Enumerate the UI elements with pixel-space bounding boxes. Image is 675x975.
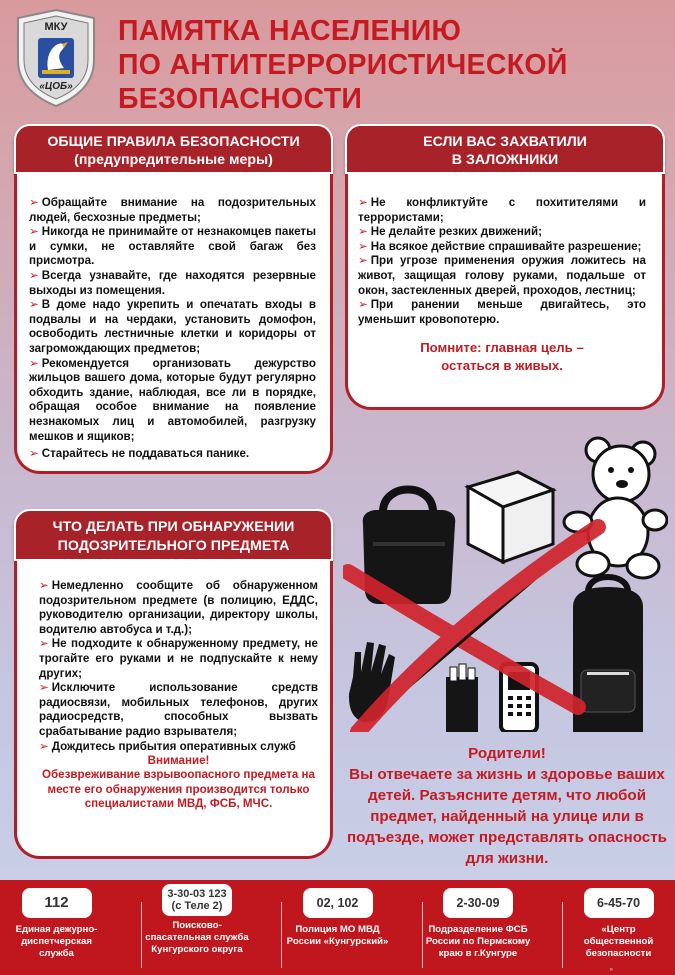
list-item: ➢ Старайтесь не поддаваться панике. — [29, 447, 250, 461]
list-item: ➢ Не конфликтуйте с похитителями и террористами; — [358, 196, 646, 224]
contact-label: Единая дежурно-диспетчерская служба — [15, 924, 98, 959]
page-title — [118, 14, 663, 116]
contact-label: Полиция МО МВД России «Кунгурский» — [286, 924, 389, 947]
phone-number[interactable]: 02, 102 — [303, 888, 373, 918]
hostage-note: Помните: главная цель – остаться в живых. — [420, 340, 584, 374]
phone-number[interactable]: 3-30-03 123 (с Теле 2) — [162, 884, 232, 916]
general-rules-subheading: (предупредительные меры) — [74, 152, 273, 168]
arrow-icon: ➢ — [29, 196, 39, 209]
suspicious-objects-illustration — [343, 432, 668, 732]
arrow-icon: ➢ — [29, 298, 39, 312]
page-number: » — [609, 967, 613, 973]
list-item: ➢ При ранении меньше двигайтесь, это уменьшит кровопотерю. — [358, 298, 646, 326]
contact-item — [285, 884, 390, 975]
warning-text: Обезвреживание взрывоопасного предмета на месте его обнаружения производится только специалистами МВД, ФСБ, МЧС. — [42, 768, 315, 811]
title-line: ПО АНТИТЕРРОРИСТИЧЕСКОЙ — [118, 49, 568, 81]
contact-item — [566, 884, 671, 975]
emergency-contacts-footer — [0, 880, 675, 975]
logo-text-bottom: «ЦОБ» — [39, 81, 73, 92]
box-icon — [468, 472, 553, 562]
logo-text-top: МКУ — [44, 21, 68, 33]
list-item: ➢ Немедленно сообщите об обнаруженном подозрительном предмете (в полицию, ЕДДС, руководителю организации, директору школы, водителю автобуса и т.д.); — [39, 579, 318, 636]
hostage-header — [345, 124, 665, 174]
list-item: ➢ Рекомендуется организовать дежурство жильцов вашего дома, которые будут регулярно обходить здание, наблюдая, все ли в порядке, обращая особое внимание на появление незнакомых лиц и автомобилей, разгрузку мешков и ящиков; — [29, 356, 316, 443]
arrow-icon: ➢ — [39, 637, 49, 651]
list-item: ➢ Дождитесь прибытия оперативных служб — [39, 739, 296, 753]
mkutsob-logo — [12, 8, 100, 108]
title-line: ПАМЯТКА НАСЕЛЕНИЮ — [118, 15, 462, 47]
title-line: БЕЗОПАСНОСТИ — [118, 83, 363, 115]
list-item: ➢ Обращайте внимание на подозрительных людей, бесхозные предметы; — [29, 196, 316, 224]
hostage-heading: ЕСЛИ ВАС ЗАХВАТИЛИ — [423, 134, 587, 150]
contact-label: «Центр общественной безопасности — [583, 924, 654, 959]
parents-title: Родители! — [468, 745, 546, 762]
general-rules-heading: ОБЩИЕ ПРАВИЛА БЕЗОПАСНОСТИ — [47, 134, 300, 150]
arrow-icon: ➢ — [358, 196, 368, 209]
arrow-icon: ➢ — [358, 254, 368, 268]
general-rules-body — [14, 174, 333, 474]
arrow-icon: ➢ — [358, 298, 368, 312]
list-item: ➢ Никогда не принимайте от незнакомцев пакеты и сумки, не оставляйте свой багаж без присмотра. — [29, 225, 316, 268]
arrow-icon: ➢ — [39, 739, 49, 753]
contact-item — [4, 884, 109, 975]
list-item: ➢ В доме надо укрепить и опечатать входы в подвалы и на чердаки, установить домофон, освободить лестничные клетки и коридоры от загромождающих предметов; — [29, 298, 316, 355]
contact-label: Поисково-спасательная служба Кунгурского округа — [145, 920, 249, 955]
contact-item — [145, 884, 250, 975]
general-rules-panel — [14, 124, 333, 474]
phone-number[interactable]: 6-45-70 — [584, 888, 654, 918]
parents-message — [346, 743, 668, 869]
suspicious-body — [14, 561, 333, 859]
contact-label: Подразделение ФСБ России по Пермскому краю в г.Кунгуре — [425, 924, 531, 959]
teddy-bear-icon — [564, 438, 667, 578]
arrow-icon: ➢ — [29, 447, 39, 461]
suspicious-heading: ЧТО ДЕЛАТЬ ПРИ ОБНАРУЖЕНИИ — [52, 519, 295, 535]
arrow-icon: ➢ — [358, 239, 368, 253]
list-item: ➢ Не подходите к обнаруженному предмету, не трогайте его руками и не подпускайте к нему других; — [39, 637, 318, 680]
list-item: ➢ Исключите использование средств радиосвязи, мобильных телефонов, других радиосредств, способных вызвать срабатывание радио взрывателя; — [39, 681, 318, 738]
warning-title: Внимание! — [147, 754, 210, 768]
hostage-body — [345, 174, 665, 410]
cigarette-pack-icon — [446, 664, 478, 732]
phone-number[interactable]: 2-30-09 — [443, 888, 513, 918]
hostage-subheading: В ЗАЛОЖНИКИ — [451, 152, 559, 168]
suspicious-object-panel — [14, 509, 333, 859]
list-item: ➢ При угрозе применения оружия ложитесь на живот, защищая голову руками, подальше от окон, застекленных дверей, проходов, лестниц; — [358, 254, 646, 297]
arrow-icon: ➢ — [39, 681, 49, 695]
list-item: ➢ Не делайте резких движений; — [358, 225, 542, 239]
arrow-icon: ➢ — [29, 268, 39, 282]
arrow-icon: ➢ — [39, 579, 49, 592]
arrow-icon: ➢ — [29, 225, 39, 239]
suspicious-header — [14, 509, 333, 561]
phone-number[interactable]: 112 — [22, 888, 92, 918]
hostage-panel — [345, 124, 665, 410]
arrow-icon: ➢ — [29, 356, 39, 370]
contact-item — [426, 884, 531, 975]
arrow-icon: ➢ — [358, 225, 368, 239]
list-item: ➢ Всегда узнавайте, где находятся резервные выходы из помещения. — [29, 268, 316, 297]
suspicious-subheading: ПОДОЗРИТЕЛЬНОГО ПРЕДМЕТА — [57, 538, 290, 554]
general-rules-header — [14, 124, 333, 174]
parents-text: Вы отвечаете за жизнь и здоровье ваших детей. Разъясните детям, что любой предмет, найденный на улице или в подъезде, может представлять опасность для жизни. — [347, 766, 667, 867]
list-item: ➢ На всякое действие спрашивайте разрешение; — [358, 239, 642, 253]
